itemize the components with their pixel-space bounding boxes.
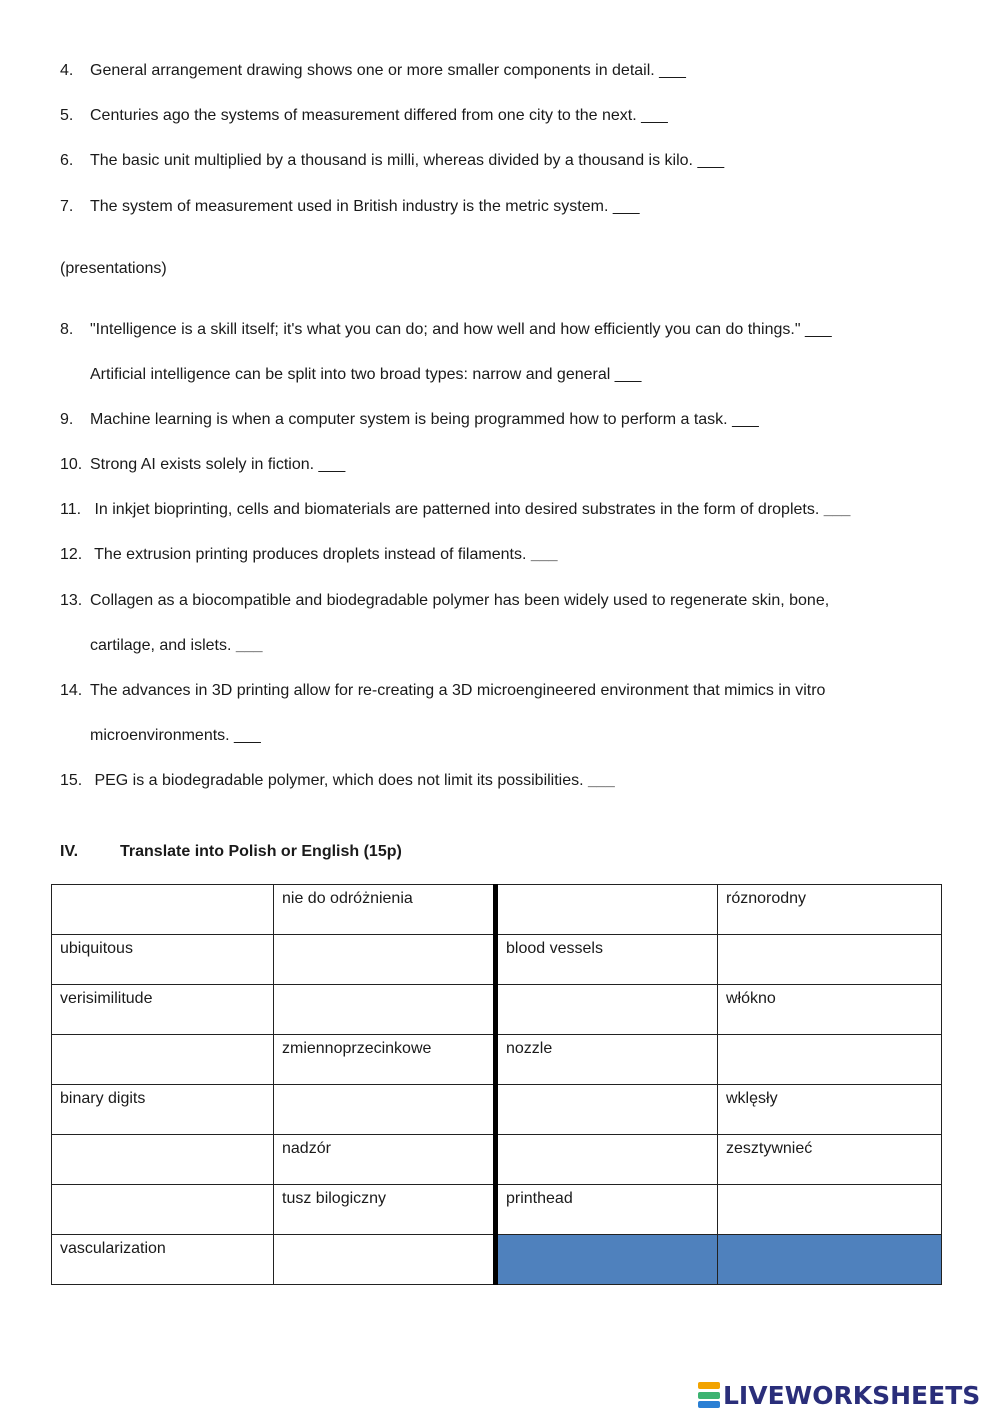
answer-blank[interactable]: ___ xyxy=(804,321,832,338)
question-text: microenvironments. xyxy=(90,727,235,744)
table-cell[interactable]: zesztywnieć xyxy=(718,1135,942,1185)
table-cell[interactable] xyxy=(274,1235,496,1285)
table-row xyxy=(52,985,942,1035)
question-number: 11. xyxy=(60,501,82,518)
table-cell[interactable]: wklęsły xyxy=(718,1085,942,1135)
question-15 xyxy=(60,771,615,791)
table-cell[interactable] xyxy=(52,1035,274,1085)
question-text: The system of measurement used in British industry is the metric system. xyxy=(90,198,613,215)
question-text: In inkjet bioprinting, cells and biomaterials are patterned into desired substrates in the form of droplets. xyxy=(90,501,824,518)
question-text: Artificial intelligence can be split into two broad types: narrow and general xyxy=(90,366,615,383)
question-number: 14. xyxy=(60,682,83,699)
table-row xyxy=(52,1035,942,1085)
table-cell[interactable]: tusz bilogiczny xyxy=(274,1185,496,1235)
table-cell[interactable] xyxy=(718,935,942,985)
question-number: 12. xyxy=(60,546,83,563)
table-row xyxy=(52,885,942,935)
question-14-continued xyxy=(60,726,261,746)
worksheet-icon xyxy=(698,1382,720,1408)
table-cell[interactable]: verisimilitude xyxy=(52,985,274,1035)
question-number: 13. xyxy=(60,592,83,609)
question-text: cartilage, and islets. xyxy=(90,637,236,654)
question-13-continued xyxy=(60,636,263,656)
answer-blank[interactable]: ___ xyxy=(530,546,558,563)
question-11 xyxy=(60,500,850,520)
question-number: 6. xyxy=(60,152,74,169)
question-14 xyxy=(60,681,825,701)
question-text: The advances in 3D printing allow for re-creating a 3D microengineered environment that mimics in vitro xyxy=(90,682,826,699)
table-cell[interactable] xyxy=(274,1085,496,1135)
question-number: 4. xyxy=(60,62,74,79)
answer-blank[interactable]: ___ xyxy=(732,411,759,428)
table-cell[interactable]: włókno xyxy=(718,985,942,1035)
answer-blank[interactable]: ___ xyxy=(235,637,263,654)
question-text: Collagen as a biocompatible and biodegradable polymer has been widely used to regenerate skin, bone, xyxy=(90,592,830,609)
table-cell[interactable] xyxy=(718,1185,942,1235)
answer-blank[interactable]: ___ xyxy=(823,501,851,518)
question-number: 10. xyxy=(60,456,83,473)
answer-blank[interactable]: ___ xyxy=(318,456,346,473)
question-13 xyxy=(60,591,829,611)
question-8-continued xyxy=(60,365,641,385)
question-text: General arrangement drawing shows one or more smaller components in detail. xyxy=(90,62,660,79)
answer-blank[interactable]: ___ xyxy=(588,772,615,789)
section-heading xyxy=(60,843,402,861)
question-10 xyxy=(60,455,345,475)
table-cell[interactable] xyxy=(52,1135,274,1185)
question-4 xyxy=(60,61,686,81)
table-cell[interactable] xyxy=(496,885,718,935)
table-cell-shaded xyxy=(718,1235,942,1285)
table-cell[interactable]: nie do odróżnienia xyxy=(274,885,496,935)
question-6 xyxy=(60,151,724,171)
table-cell-shaded xyxy=(496,1235,718,1285)
answer-blank[interactable]: ___ xyxy=(234,727,261,744)
logo-text: LIVEWORKSHEETS xyxy=(723,1380,981,1410)
question-12 xyxy=(60,545,558,565)
question-text: Centuries ago the systems of measurement differed from one city to the next. xyxy=(90,107,642,124)
answer-blank[interactable]: ___ xyxy=(697,152,725,169)
question-text: Machine learning is when a computer system is being programmed how to perform a task. xyxy=(90,411,733,428)
answer-blank[interactable]: ___ xyxy=(614,366,642,383)
table-cell[interactable]: binary digits xyxy=(52,1085,274,1135)
section-title: Translate into Polish or English (15p) xyxy=(120,843,402,860)
presentations-label: (presentations) xyxy=(60,260,167,277)
table-cell[interactable] xyxy=(274,935,496,985)
answer-blank[interactable]: ___ xyxy=(612,198,640,215)
table-cell[interactable]: nozzle xyxy=(496,1035,718,1085)
table-row xyxy=(52,1185,942,1235)
table-cell[interactable]: vascularization xyxy=(52,1235,274,1285)
question-number: 9. xyxy=(60,411,74,428)
table-cell[interactable] xyxy=(52,885,274,935)
table-row xyxy=(52,1235,942,1285)
question-number: 5. xyxy=(60,107,74,124)
table-row xyxy=(52,935,942,985)
liveworksheets-logo[interactable] xyxy=(698,1380,980,1410)
question-text: PEG is a biodegradable polymer, which does not limit its possibilities. xyxy=(90,772,589,789)
answer-blank[interactable]: ___ xyxy=(659,62,686,79)
table-cell[interactable]: nadzór xyxy=(274,1135,496,1185)
question-number: 15. xyxy=(60,772,83,789)
question-number: 7. xyxy=(60,198,74,215)
question-5 xyxy=(60,106,668,126)
table-row xyxy=(52,1085,942,1135)
table-cell[interactable]: róznorodny xyxy=(718,885,942,935)
question-7 xyxy=(60,197,640,217)
answer-blank[interactable]: ___ xyxy=(641,107,668,124)
table-cell[interactable] xyxy=(718,1035,942,1085)
table-cell[interactable]: printhead xyxy=(496,1185,718,1235)
table-cell[interactable]: zmiennoprzecinkowe xyxy=(274,1035,496,1085)
question-text: The basic unit multiplied by a thousand is milli, whereas divided by a thousand is kilo. xyxy=(90,152,698,169)
question-text: "Intelligence is a skill itself; it's what you can do; and how well and how efficiently you can do things." xyxy=(90,321,805,338)
table-cell[interactable] xyxy=(274,985,496,1035)
question-8 xyxy=(60,320,832,340)
question-number: 8. xyxy=(60,321,74,338)
table-cell[interactable] xyxy=(496,985,718,1035)
table-cell[interactable] xyxy=(52,1185,274,1235)
translation-table xyxy=(51,884,942,1285)
question-text: The extrusion printing produces droplets instead of filaments. xyxy=(90,546,531,563)
table-cell[interactable] xyxy=(496,1085,718,1135)
table-cell[interactable] xyxy=(496,1135,718,1185)
table-cell[interactable]: blood vessels xyxy=(496,935,718,985)
question-9 xyxy=(60,410,759,430)
section-number: IV. xyxy=(60,843,79,860)
table-row xyxy=(52,1135,942,1185)
question-text: Strong AI exists solely in fiction. xyxy=(90,456,319,473)
table-cell[interactable]: ubiquitous xyxy=(52,935,274,985)
